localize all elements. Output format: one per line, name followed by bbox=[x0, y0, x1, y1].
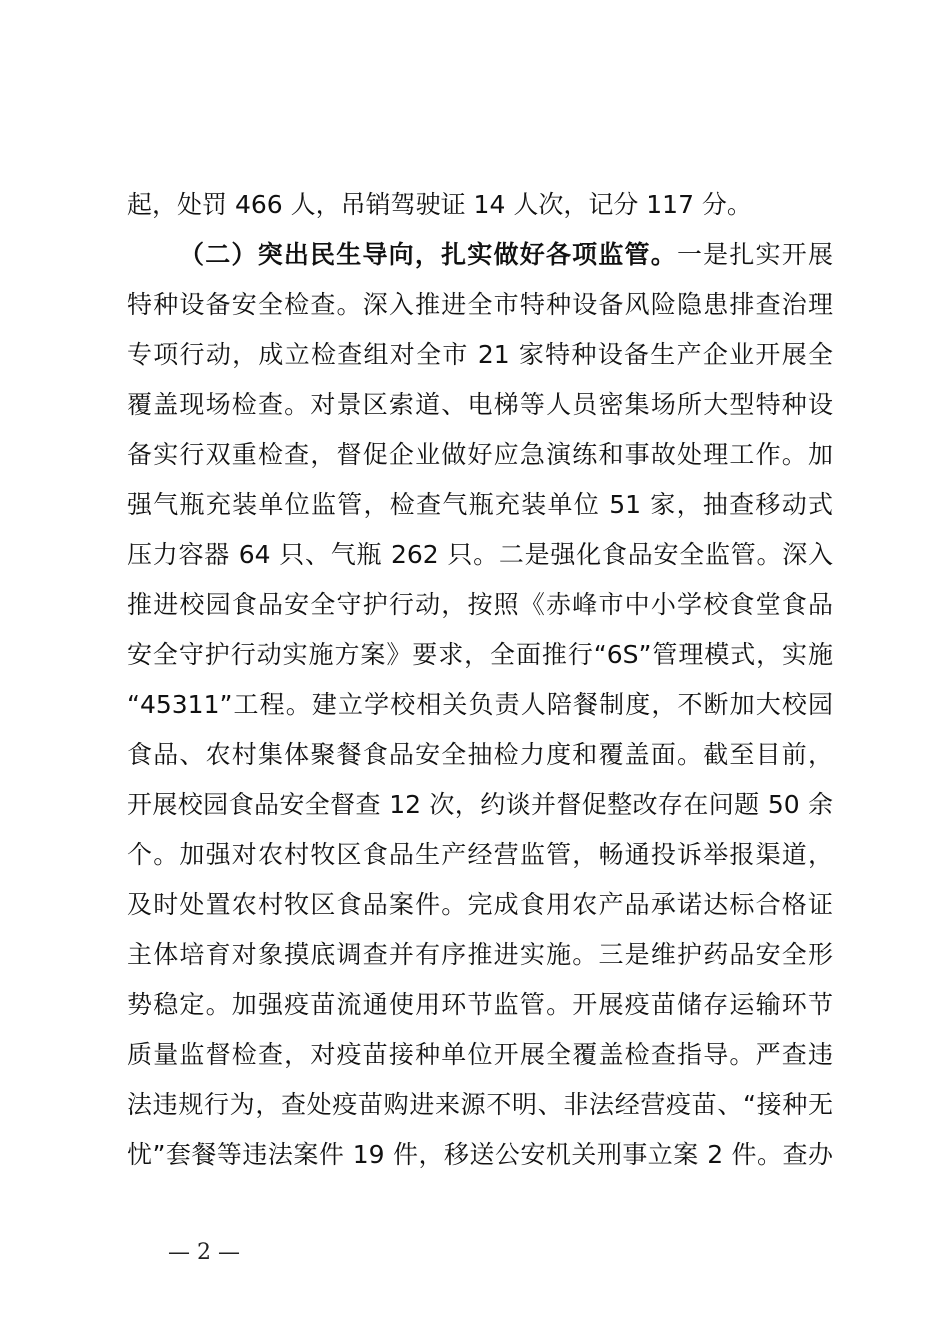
paragraph-line-15: 及时处置农村牧区食品案件。完成食用农产品承诺达标合格证 bbox=[127, 890, 833, 919]
paragraph-line-20: 忧”套餐等违法案件 19 件，移送公安机关刑事立案 2 件。查办 bbox=[127, 1140, 833, 1169]
paragraph-line-5: 覆盖现场检查。对景区索道、电梯等人员密集场所大型特种设 bbox=[127, 390, 833, 419]
paragraph-line-1: 起，处罚 466 人，吊销驾驶证 14 人次，记分 117 分。 bbox=[127, 190, 752, 219]
paragraph-line-4: 专项行动，成立检查组对全市 21 家特种设备生产企业开展全 bbox=[127, 340, 833, 369]
section-heading-continuation: 一是扎实开展 bbox=[676, 240, 833, 269]
paragraph-line-10: 安全守护行动实施方案》要求，全面推行“6S”管理模式，实施 bbox=[127, 640, 833, 669]
paragraph-line-13: 开展校园食品安全督查 12 次，约谈并督促整改存在问题 50 余 bbox=[127, 790, 833, 819]
paragraph-line-12: 食品、农村集体聚餐食品安全抽检力度和覆盖面。截至目前， bbox=[127, 740, 833, 769]
section-heading: （二）突出民生导向，扎实做好各项监管。 bbox=[179, 240, 677, 269]
paragraph-line-7: 强气瓶充装单位监管，检查气瓶充装单位 51 家，抽查移动式 bbox=[127, 490, 833, 519]
section-heading-line bbox=[127, 238, 833, 272]
paragraph-line-17: 势稳定。加强疫苗流通使用环节监管。开展疫苗储存运输环节 bbox=[127, 990, 833, 1019]
paragraph-line-3: 特种设备安全检查。深入推进全市特种设备风险隐患排查治理 bbox=[127, 290, 833, 319]
paragraph-line-18: 质量监督检查，对疫苗接种单位开展全覆盖检查指导。严查违 bbox=[127, 1040, 833, 1069]
paragraph-line-11: “45311”工程。建立学校相关负责人陪餐制度，不断加大校园 bbox=[127, 690, 833, 719]
paragraph-line-8: 压力容器 64 只、气瓶 262 只。二是强化食品安全监管。深入 bbox=[127, 540, 833, 569]
paragraph-line-9: 推进校园食品安全守护行动，按照《赤峰市中小学校食堂食品 bbox=[127, 590, 833, 619]
paragraph-line-16: 主体培育对象摸底调查并有序推进实施。三是维护药品安全形 bbox=[127, 940, 833, 969]
paragraph-line-19: 法违规行为，查处疫苗购进来源不明、非法经营疫苗、“接种无 bbox=[127, 1090, 833, 1119]
paragraph-line-6: 备实行双重检查，督促企业做好应急演练和事故处理工作。加 bbox=[127, 440, 833, 469]
paragraph-line-14: 个。加强对农村牧区食品生产经营监管，畅通投诉举报渠道， bbox=[127, 840, 833, 869]
page-number: — 2 — bbox=[168, 1240, 240, 1265]
